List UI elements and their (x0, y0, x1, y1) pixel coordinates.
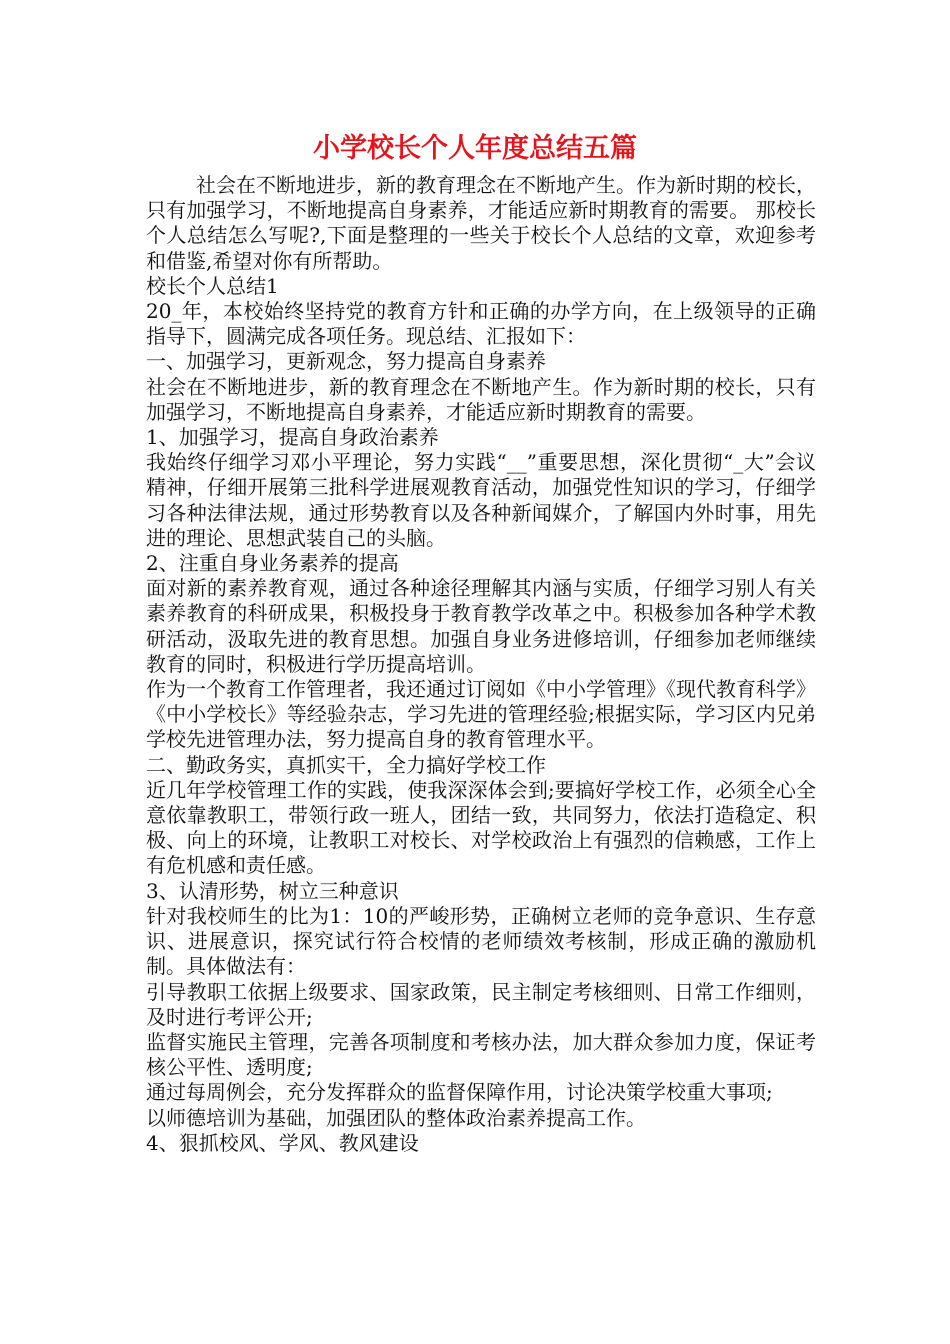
subsection-heading-2: 2、注重自身业务素养的提高 (146, 551, 399, 576)
paragraph: 引导教职工依据上级要求、国家政策，民主制定考核细则、日常工作细则，及时进行考评公开; (146, 979, 816, 1029)
subsection-heading-3: 3、认清形势，树立三种意识 (146, 878, 399, 903)
paragraph: 针对我校师生的比为1：10的严峻形势，正确树立老师的竞争意识、生存意识、进展意识，探究试行符合校情的老师绩效考核制，形成正确的激励机制。具体做法有： (146, 903, 816, 979)
paragraph: 我始终仔细学习邓小平理论，努力实践“__”重要思想，深化贯彻“_大”会议精神，仔细开展第三批科学进展观教育活动，加强党性知识的学习，仔细学习各种法律法规，通过形势教育以及各种新闻媒介，了解国内外时事，用先进的理论、思想武装自己的头脑。 (146, 450, 816, 550)
intro-paragraph: 社会在不断地进步，新的教育理念在不断地产生。作为新时期的校长，只有加强学习，不断地提高自身素养，才能适应新时期教育的需要。 那校长个人总结怎么写呢?,下面是整理的一些关于校长个人总结的文章，欢迎参考和借鉴,希望对你有所帮助。 (146, 173, 816, 273)
paragraph: 监督实施民主管理，完善各项制度和考核办法，加大群众参加力度，保证考核公平性、透明度; (146, 1029, 816, 1080)
section-heading-summary-1: 校长个人总结1 (146, 273, 279, 298)
paragraph: 作为一个教育工作管理者，我还通过订阅如《中小学管理》《现代教育科学》《中小学校长》等经验杂志，学习先进的管理经验;根据实际，学习区内兄弟学校先进管理办法，努力提高自身的教育管理水平。 (146, 677, 816, 752)
paragraph: 社会在不断地进步，新的教育理念在不断地产生。作为新时期的校长，只有加强学习，不断地提高自身素养，才能适应新时期教育的需要。 (146, 374, 816, 424)
subsection-heading-1: 1、加强学习，提高自身政治素养 (146, 425, 439, 450)
document-title: 小学校长个人年度总结五篇 (313, 133, 637, 164)
section-heading-2: 二、勤政务实，真抓实干，全力搞好学校工作 (146, 752, 546, 777)
document-body (146, 173, 816, 1156)
paragraph: 近几年学校管理工作的实践，使我深深体会到;要搞好学校工作，必须全心全意依靠教职工，带领行政一班人，团结一致，共同努力，依法打造稳定、积极、向上的环境，让教职工对校长、对学校政治上有强烈的信赖感，工作上有危机感和责任感。 (146, 777, 816, 878)
section-heading-1: 一、加强学习，更新观念，努力提高自身素养 (146, 349, 546, 374)
paragraph: 以师德培训为基础，加强团队的整体政治素养提高工作。 (146, 1105, 646, 1130)
subsection-heading-4: 4、狠抓校风、学风、教风建设 (146, 1130, 419, 1155)
paragraph: 通过每周例会，充分发挥群众的监督保障作用，讨论决策学校重大事项; (146, 1080, 773, 1105)
paragraph-opening: 20_年，本校始终坚持党的教育方针和正确的办学方向，在上级领导的正确指导下，圆满完成各项任务。现总结、汇报如下： (146, 299, 816, 349)
paragraph: 面对新的素养教育观，通过各种途径理解其内涵与实质，仔细学习别人有关素养教育的科研成果，积极投身于教育教学改革之中。积极参加各种学术教研活动，汲取先进的教育思想。加强自身业务进修培训，仔细参加老师继续教育的同时，积极进行学历提高培训。 (146, 576, 816, 676)
